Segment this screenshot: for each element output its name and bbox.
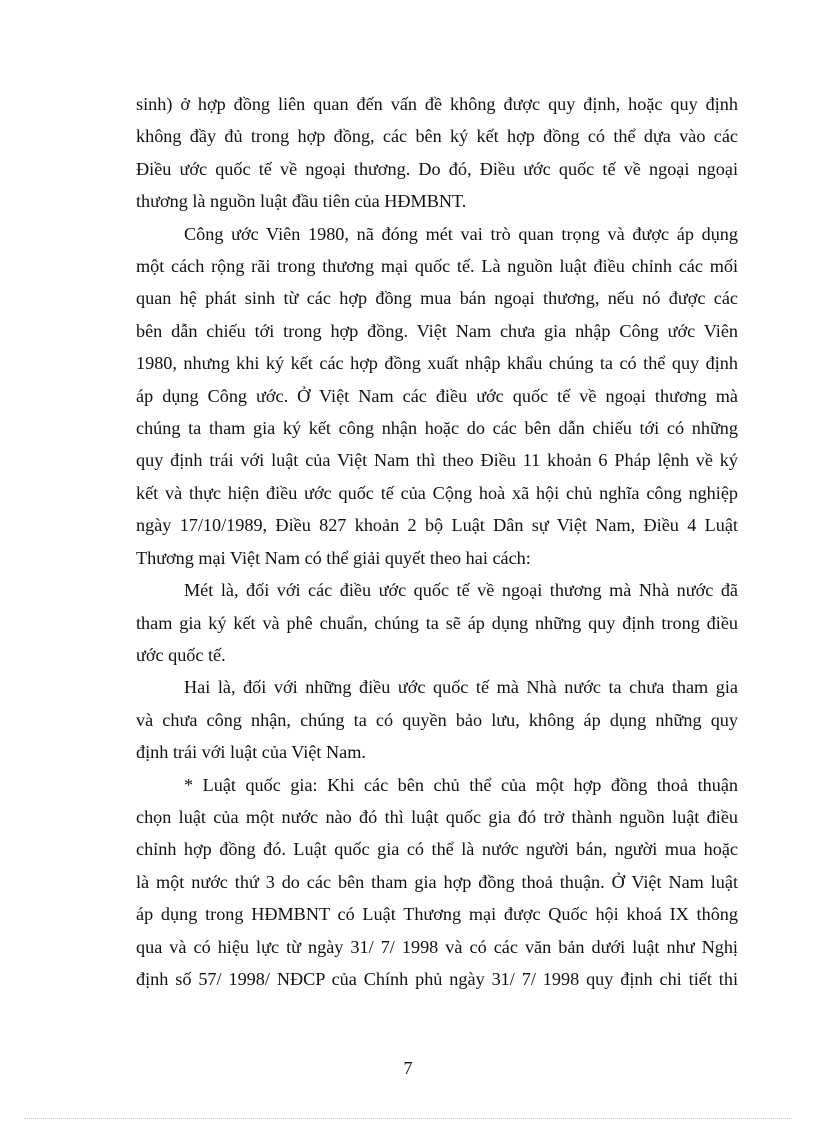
text-line: ước quốc tế. <box>136 644 226 665</box>
text-line: bên dẫn chiếu tới trong hợp đồng. Việt Nam chưa gia nhập Công ước Viên <box>136 320 738 341</box>
text-line: ngày 17/10/1989, Điều 827 khoản 2 bộ Luật Dân sự Việt Nam, Điều 4 Luật <box>136 515 738 536</box>
text-line: sinh) ở hợp đồng liên quan đến vấn đề không được quy định, hoặc quy định <box>136 94 738 114</box>
text-line: chỉnh hợp đồng đó. Luật quốc gia có thể là nước người bán, người mua hoặc <box>136 839 738 860</box>
text-line: Hai là, đối với những điều ước quốc tế mà Nhà nước ta chưa tham gia <box>184 677 738 698</box>
text-line: và chưa công nhận, chúng ta có quyền bảo lưu, không áp dụng những quy <box>136 709 738 730</box>
text-line: một cách rộng rãi trong thương mại quốc tế. Là nguồn luật điều chỉnh các mối <box>136 256 738 277</box>
paragraph-2 <box>136 218 738 574</box>
text-line: qua và có hiệu lực từ ngày 31/ 7/ 1998 và có các văn bản dưới luật như Nghị <box>136 936 738 957</box>
text-line: áp dụng Công ước. Ở Việt Nam các điều ước quốc tế về ngoại thương mà <box>136 385 738 406</box>
paragraph-4 <box>136 671 738 768</box>
text-line: chúng ta tham gia ký kết công nhận hoặc do các bên dẫn chiếu tới có những <box>136 418 738 439</box>
page-number: 7 <box>403 1058 413 1078</box>
text-line: Mét là, đối với các điều ước quốc tế về ngoại thương mà Nhà nước đã <box>184 580 738 601</box>
paragraph-5 <box>136 769 738 996</box>
text-line: không đầy đủ trong hợp đồng, các bên ký kết hợp đồng có thể dựa vào các <box>136 126 738 147</box>
text-line: 1980, nhưng khi ký kết các hợp đồng xuất nhập khẩu chúng ta có thể quy định <box>136 353 738 374</box>
text-line: định trái với luật của Việt Nam. <box>136 742 366 763</box>
text-line: Thương mại Việt Nam có thể giải quyết theo hai cách: <box>136 547 531 568</box>
text-line: tham gia ký kết và phê chuẩn, chúng ta sẽ áp dụng những quy định trong điều <box>136 612 738 633</box>
text-line: Điều ước quốc tế về ngoại thương. Do đó, Điều ước quốc tế về ngoại ngoại <box>136 158 738 179</box>
text-line: quan hệ phát sinh từ các hợp đồng mua bán ngoại thương, nếu nó được các <box>136 288 738 309</box>
text-line: định số 57/ 1998/ NĐCP của Chính phủ ngày 31/ 7/ 1998 quy định chi tiết thi <box>136 968 738 989</box>
text-line: * Luật quốc gia: Khi các bên chủ thể của một hợp đồng thoả thuận <box>184 774 738 795</box>
text-line: là một nước thứ 3 do các bên tham gia hợp đồng thoả thuận. Ở Việt Nam luật <box>136 871 738 892</box>
paragraph-1 <box>136 88 738 218</box>
paragraph-3 <box>136 574 738 671</box>
body-text <box>136 88 738 995</box>
text-line: Công ước Viên 1980, nã đóng mét vai trò quan trọng và được áp dụng <box>184 223 738 244</box>
text-line: chọn luật của một nước nào đó thì luật quốc gia đó trở thành nguồn luật điều <box>136 806 738 827</box>
page-bottom-divider <box>24 1118 792 1119</box>
text-line: kết và thực hiện điều ước quốc tế của Cộng hoà xã hội chủ nghĩa công nghiệp <box>136 482 738 503</box>
text-line: quy định trái với luật của Việt Nam thì theo Điều 11 khoản 6 Pháp lệnh về ký <box>136 450 738 471</box>
text-line: áp dụng trong HĐMBNT có Luật Thương mại được Quốc hội khoá IX thông <box>136 904 738 925</box>
text-line: thương là nguồn luật đầu tiên của HĐMBNT. <box>136 191 467 212</box>
